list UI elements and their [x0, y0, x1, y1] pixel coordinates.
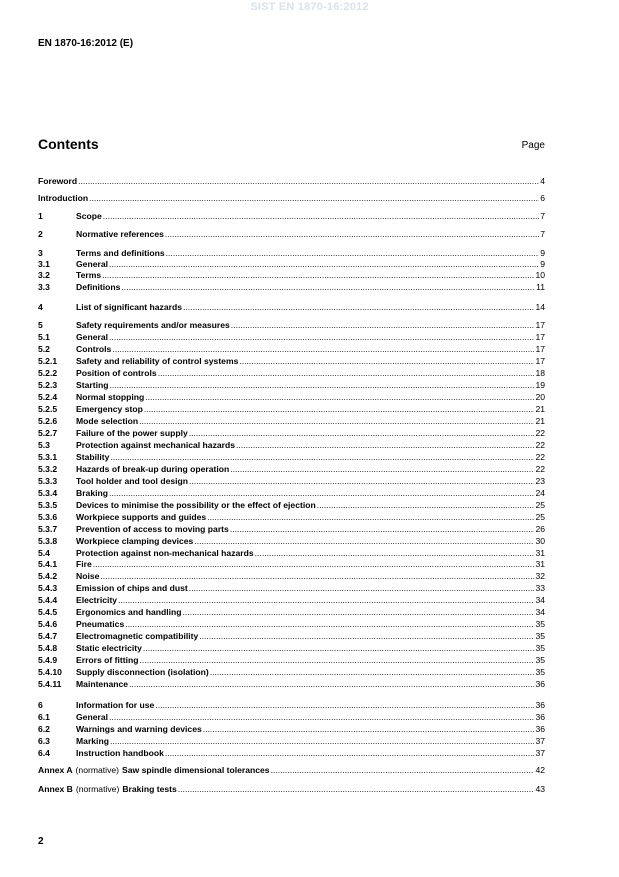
toc-number: 5.4.3 [38, 583, 58, 593]
toc-title: Warnings and warning devices [76, 724, 202, 734]
toc-row[interactable] [38, 356, 545, 367]
contents-title: Contents [38, 136, 99, 152]
toc-leader [194, 536, 534, 547]
toc-number: 5.3.4 [38, 488, 58, 498]
toc-leader [165, 229, 539, 240]
toc-title: Failure of the power supply [76, 428, 188, 438]
toc-number: 5.4.2 [38, 571, 58, 581]
toc-row[interactable] [38, 270, 545, 281]
toc-title: List of significant hazards [76, 302, 183, 312]
toc-row[interactable] [38, 631, 545, 642]
toc-page: 24 [535, 488, 545, 498]
toc-leader [271, 765, 535, 776]
toc-leader [166, 248, 540, 259]
toc-leader [158, 368, 535, 379]
toc-title: Safety and reliability of control systems [76, 356, 239, 366]
toc-number: 5.2.4 [38, 392, 58, 402]
toc-page: 10 [535, 270, 545, 280]
toc-row[interactable] [38, 736, 545, 747]
toc-leader [144, 404, 535, 415]
toc-page: 42 [535, 765, 545, 775]
toc-number: 5.2.1 [38, 356, 58, 366]
toc-number: 3.1 [38, 259, 50, 269]
toc-title: Instruction handbook [76, 748, 164, 758]
toc-leader [199, 631, 534, 642]
toc-page: 18 [535, 368, 545, 378]
toc-page: 11 [536, 282, 545, 292]
annex-title: Braking tests [122, 784, 177, 794]
toc-leader [183, 607, 535, 618]
toc-row[interactable] [38, 259, 545, 270]
toc-page: 19 [535, 380, 545, 390]
toc-title: Information for use [76, 700, 155, 710]
toc-title: Emission of chips and dust [76, 583, 188, 593]
toc-number: 6.4 [38, 748, 50, 758]
toc-leader [100, 571, 534, 582]
toc-row[interactable] [38, 320, 545, 331]
toc-leader [255, 548, 535, 559]
toc-leader [236, 440, 534, 451]
toc-title: Hazards of break-up during operation [76, 464, 230, 474]
toc-page: 35 [535, 619, 545, 629]
toc-row[interactable] [38, 524, 545, 535]
toc-page: 43 [535, 784, 545, 794]
toc-row[interactable] [38, 595, 545, 606]
toc-row[interactable] [38, 344, 545, 355]
toc-row[interactable] [38, 559, 545, 570]
toc-number: 6.3 [38, 736, 50, 746]
toc-leader [109, 332, 534, 343]
toc-title: Position of controls [76, 368, 157, 378]
toc-leader [203, 724, 535, 735]
toc-row[interactable] [38, 724, 545, 735]
annex-qualifier: (normative) [75, 765, 120, 775]
annex-row[interactable] [38, 784, 545, 795]
toc-leader [230, 464, 534, 475]
annex-heading [38, 765, 270, 776]
toc-row[interactable] [38, 464, 545, 475]
toc-title: Terms and definitions [76, 248, 165, 258]
toc-row[interactable] [38, 229, 545, 240]
toc-leader [78, 176, 539, 187]
toc-number: 5.4 [38, 548, 50, 558]
toc-number: 5.4.9 [38, 655, 58, 665]
toc-leader [143, 643, 535, 654]
toc-leader [109, 488, 534, 499]
toc-number: 5.3.8 [38, 536, 58, 546]
toc-leader [118, 595, 534, 606]
toc-page: 23 [535, 476, 545, 486]
toc-leader [139, 416, 534, 427]
toc-leader [109, 259, 539, 270]
toc-leader [125, 619, 534, 630]
toc-title: Starting [76, 380, 109, 390]
toc-number: 5.3.1 [38, 452, 58, 462]
toc-number: 5.2.7 [38, 428, 58, 438]
toc-page: 17 [535, 332, 545, 342]
toc-number: 5.3 [38, 440, 50, 450]
toc-leader [183, 302, 534, 313]
toc-number: 6 [38, 700, 43, 710]
document-id: EN 1870-16:2012 (E) [38, 38, 134, 49]
toc-title: Scope [76, 211, 102, 221]
toc-row[interactable] [38, 248, 545, 259]
toc-leader [317, 500, 535, 511]
toc-row[interactable] [38, 536, 545, 547]
toc-row[interactable] [38, 607, 545, 618]
toc-leader [103, 211, 539, 222]
toc-row[interactable] [38, 368, 545, 379]
toc-number: 5.4.11 [38, 679, 62, 689]
toc-number: 5.1 [38, 332, 50, 342]
toc-row[interactable] [38, 452, 545, 463]
toc-row[interactable] [38, 302, 545, 313]
toc-page: 32 [535, 571, 545, 581]
toc-title: Static electricity [76, 643, 142, 653]
toc-leader [140, 655, 535, 666]
toc-title: Maintenance [76, 679, 129, 689]
toc-page: 26 [535, 524, 545, 534]
toc-page: 37 [535, 736, 545, 746]
toc-title: Fire [76, 559, 92, 569]
toc-page: 35 [535, 655, 545, 665]
toc-leader [189, 583, 535, 594]
toc-title: Definitions [76, 282, 121, 292]
annex-heading [38, 784, 177, 795]
toc-leader [102, 270, 534, 281]
toc-row[interactable] [38, 655, 545, 666]
toc-page: 4 [540, 176, 545, 186]
toc-title: Protection against mechanical hazards [76, 440, 236, 450]
toc-row-introduction[interactable] [38, 193, 545, 204]
toc-title: Mode selection [76, 416, 139, 426]
toc-page: 7 [540, 229, 545, 239]
toc-page: 31 [535, 559, 545, 569]
toc-page: 35 [535, 643, 545, 653]
toc-number: 1 [38, 211, 43, 221]
toc-number: 5.3.2 [38, 464, 58, 474]
toc-number: 5.4.4 [38, 595, 58, 605]
toc-page: 35 [535, 631, 545, 641]
toc-title: Prevention of access to moving parts [76, 524, 229, 534]
toc-row[interactable] [38, 500, 545, 511]
toc-leader [110, 736, 534, 747]
toc-leader [112, 344, 534, 355]
toc-row[interactable] [38, 211, 545, 222]
page-column-label: Page [521, 140, 545, 151]
toc-title: Stability [76, 452, 110, 462]
toc-title: Terms [76, 270, 102, 280]
annex-title: Saw spindle dimensional tolerances [122, 765, 270, 775]
toc-row[interactable] [38, 619, 545, 630]
toc-row[interactable] [38, 488, 545, 499]
toc-leader [165, 748, 535, 759]
toc-row[interactable] [38, 428, 545, 439]
toc-number: 5.4.8 [38, 643, 58, 653]
toc-leader [189, 428, 535, 439]
toc-leader [93, 559, 535, 570]
toc-row[interactable] [38, 380, 545, 391]
toc-number: 5.2.5 [38, 404, 58, 414]
toc-title: Workpiece clamping devices [76, 536, 194, 546]
toc-page: 34 [535, 607, 545, 617]
toc-leader [239, 356, 534, 367]
annex-label: Annex A [38, 765, 73, 775]
toc-row[interactable] [38, 282, 545, 293]
toc-row[interactable] [38, 548, 545, 559]
toc-title: Introduction [38, 193, 89, 203]
toc-page: 30 [535, 536, 545, 546]
toc-title: Safety requirements and/or measures [76, 320, 230, 330]
toc-number: 3.3 [38, 282, 50, 292]
toc-page: 7 [540, 211, 545, 221]
toc-leader [110, 452, 534, 463]
toc-title: Workpiece supports and guides [76, 512, 207, 522]
toc-page: 35 [535, 667, 545, 677]
toc-number: 5.3.7 [38, 524, 58, 534]
toc-title: Marking [76, 736, 109, 746]
toc-row[interactable] [38, 700, 545, 711]
toc-number: 6.2 [38, 724, 50, 734]
toc-number: 5.4.1 [38, 559, 58, 569]
toc-row[interactable] [38, 571, 545, 582]
toc-page: 37 [535, 748, 545, 758]
toc-page: 36 [535, 712, 545, 722]
toc-page: 22 [535, 452, 545, 462]
toc-page: 33 [535, 583, 545, 593]
toc-number: 5.4.7 [38, 631, 58, 641]
toc-page: 22 [535, 464, 545, 474]
toc-title: General [76, 712, 109, 722]
toc-leader [178, 784, 535, 795]
toc-title: General [76, 332, 109, 342]
toc-number: 5.3.6 [38, 512, 58, 522]
toc-number: 2 [38, 229, 43, 239]
toc-title: Braking [76, 488, 108, 498]
toc-row[interactable] [38, 392, 545, 403]
annex-qualifier: (normative) [75, 784, 120, 794]
toc-title: General [76, 259, 109, 269]
toc-page: 20 [535, 392, 545, 402]
toc-page: 22 [535, 440, 545, 450]
toc-page: 25 [535, 500, 545, 510]
toc-page: 25 [535, 512, 545, 522]
toc-number: 5.3.5 [38, 500, 58, 510]
toc-row[interactable] [38, 583, 545, 594]
toc-number: 5.4.5 [38, 607, 58, 617]
toc-page: 36 [535, 724, 545, 734]
toc-leader [210, 667, 535, 678]
toc-title: Foreword [38, 176, 78, 186]
toc-number: 3.2 [38, 270, 50, 280]
toc-number: 4 [38, 302, 43, 312]
toc-page: 36 [535, 679, 545, 689]
toc-row[interactable] [38, 643, 545, 654]
toc-title: Errors of fitting [76, 655, 139, 665]
toc-row[interactable] [38, 712, 545, 723]
toc-leader [145, 392, 534, 403]
annex-row[interactable] [38, 765, 545, 776]
toc-title: Pneumatics [76, 619, 125, 629]
toc-page: 36 [535, 700, 545, 710]
page-number: 2 [38, 836, 44, 847]
toc-title: Supply disconnection (isolation) [76, 667, 209, 677]
toc-number: 5.2.6 [38, 416, 58, 426]
toc-number: 5.2 [38, 344, 50, 354]
toc-row[interactable] [38, 667, 545, 678]
toc-page: 21 [535, 416, 545, 426]
toc-row[interactable] [38, 512, 545, 523]
toc-page: 21 [535, 404, 545, 414]
toc-leader [207, 512, 534, 523]
toc-leader [109, 712, 534, 723]
toc-leader [121, 282, 535, 293]
toc-row-foreword[interactable] [38, 176, 545, 187]
toc-row[interactable] [38, 679, 545, 690]
toc-page: 31 [535, 548, 545, 558]
toc-page: 22 [535, 428, 545, 438]
toc-row[interactable] [38, 748, 545, 759]
toc-number: 5.4.6 [38, 619, 58, 629]
toc-leader [129, 679, 534, 690]
annex-label: Annex B [38, 784, 73, 794]
toc-title: Electricity [76, 595, 118, 605]
toc-title: Electromagnetic compatibility [76, 631, 199, 641]
toc-row[interactable] [38, 476, 545, 487]
toc-number: 6.1 [38, 712, 50, 722]
toc-number: 3 [38, 248, 43, 258]
toc-title: Tool holder and tool design [76, 476, 189, 486]
toc-number: 5 [38, 320, 43, 330]
toc-page: 9 [540, 259, 545, 269]
toc-title: Ergonomics and handling [76, 607, 182, 617]
toc-row[interactable] [38, 416, 545, 427]
toc-title: Devices to minimise the possibility or the effect of ejection [76, 500, 316, 510]
toc-number: 5.4.10 [38, 667, 62, 677]
toc-leader [231, 320, 535, 331]
toc-page: 14 [535, 302, 545, 312]
toc-title: Normative references [76, 229, 164, 239]
watermark: SIST EN 1870-16:2012 [250, 1, 369, 13]
toc-title: Normal stopping [76, 392, 145, 402]
toc-title: Controls [76, 344, 112, 354]
toc-leader [155, 700, 534, 711]
toc-leader [189, 476, 534, 487]
toc-row[interactable] [38, 404, 545, 415]
toc-leader [89, 193, 539, 204]
toc-page: 9 [540, 248, 545, 258]
toc-row[interactable] [38, 440, 545, 451]
toc-page: 6 [540, 193, 545, 203]
toc-title: Noise [76, 571, 100, 581]
toc-number: 5.3.3 [38, 476, 58, 486]
toc-row[interactable] [38, 332, 545, 343]
toc-title: Emergency stop [76, 404, 143, 414]
toc-number: 5.2.2 [38, 368, 58, 378]
toc-page: 34 [535, 595, 545, 605]
toc-page: 17 [535, 320, 545, 330]
toc-page: 17 [535, 356, 545, 366]
toc-page: 17 [535, 344, 545, 354]
toc-leader [230, 524, 535, 535]
toc-number: 5.2.3 [38, 380, 58, 390]
toc-leader [109, 380, 534, 391]
toc-title: Protection against non-mechanical hazards [76, 548, 254, 558]
